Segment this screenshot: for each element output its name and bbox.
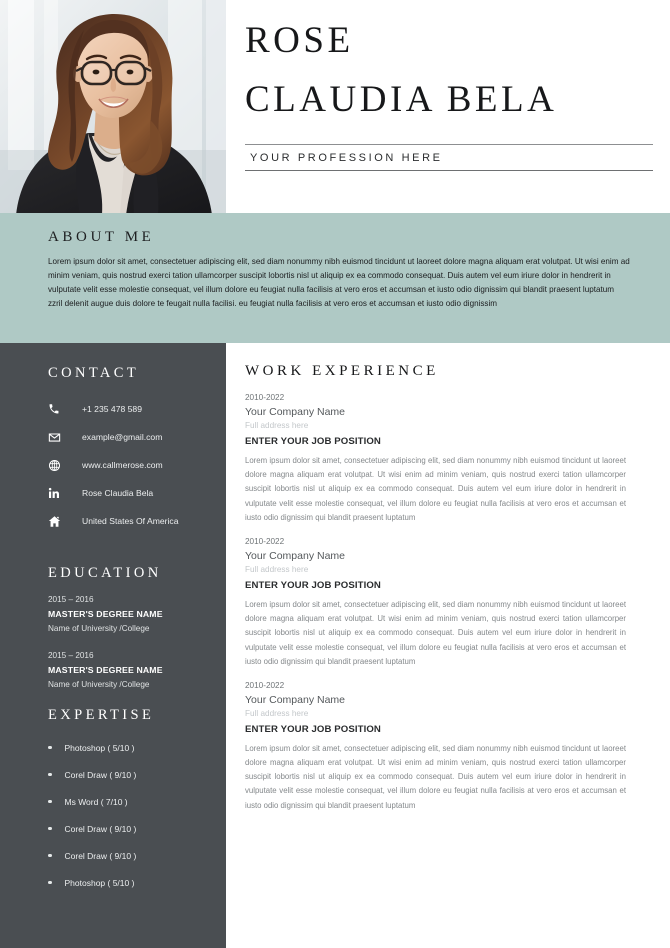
education-school: Name of University /College [48, 680, 150, 689]
contact-value: Rose Claudia Bela [82, 488, 154, 498]
list-item [48, 788, 226, 815]
bullet-icon [48, 854, 52, 858]
education-section [0, 565, 226, 689]
avatar [0, 0, 226, 215]
profession-label: YOUR PROFESSION HERE [250, 152, 443, 164]
page-title-last-name: CLAUDIA BELA [245, 79, 558, 120]
job-date: 2010-2022 [245, 680, 285, 690]
job-body: Lorem ipsum dolor sit amet, consectetuer adipiscing elit, sed diam nonummy nibh euismod tincidunt ut laoreet dolore magna aliquam erat volutpat. Ut wisi enim ad minim veniam, quis nostrud exerci tation ullamcorper suscipit lobortis nisl ut aliquip ex ea commodo consequat. Duis autem vel eum iriure dolor in hendrerit in vulputate velit esse molestie consequat, vel illum dolore eu feugiat nulla facilisis at vero eros et accumsan et iusto odio dignissim qui blandit praesent luptatum [245, 599, 626, 666]
job-position: ENTER YOUR JOB POSITION [245, 436, 381, 447]
contact-section [0, 365, 226, 535]
bullet-icon [48, 881, 52, 885]
contact-item-email[interactable] [48, 423, 226, 451]
profession-divider [245, 144, 653, 171]
job-address: Full address here [245, 708, 309, 718]
job-date: 2010-2022 [245, 393, 285, 402]
contact-item-location[interactable] [48, 507, 226, 535]
education-school: Name of University /College [48, 624, 150, 633]
list-item [48, 842, 226, 869]
job-body: Lorem ipsum dolor sit amet, consectetuer adipiscing elit, sed diam nonummy nibh euismod tincidunt ut laoreet dolore magna aliquam erat volutpat. Ut wisi enim ad minim veniam, quis nostrud exerci tation ullamcorper suscipit lobortis nisl ut aliquip ex ea commodo consequat. Duis autem vel eum iriure dolor in hendrerit in vulputate velit esse molestie consequat, vel illum dolore eu feugiat nulla facilisis at vero eros et accumsan et iusto odio dignissim qui blandit praesent luptatum [245, 456, 626, 522]
education-list [0, 595, 226, 689]
bullet-icon [48, 746, 52, 750]
job-address: Full address here [245, 564, 309, 574]
contact-list [0, 395, 226, 535]
expertise-label: Corel Draw ( 9/10 ) [64, 850, 137, 861]
bullet-icon [48, 800, 52, 804]
page-title-first-name: ROSE [245, 20, 354, 61]
job-entry [245, 393, 626, 525]
job-entry [245, 681, 626, 813]
education-item [48, 595, 226, 633]
education-heading: EDUCATION [48, 565, 162, 581]
contact-item-phone[interactable] [48, 395, 226, 423]
education-item [48, 651, 226, 689]
job-address: Full address here [245, 421, 309, 430]
expertise-label: Photoshop ( 5/10 ) [64, 877, 135, 888]
resume-header [0, 0, 670, 213]
work-experience-section [226, 343, 670, 948]
job-company: Your Company Name [245, 549, 345, 562]
list-item [48, 761, 226, 788]
expertise-list [0, 734, 226, 896]
expertise-label: Corel Draw ( 9/10 ) [64, 769, 137, 780]
education-degree: MASTER'S DEGREE NAME [48, 665, 163, 675]
expertise-label: Corel Draw ( 9/10 ) [64, 823, 137, 834]
contact-heading: CONTACT [48, 365, 140, 381]
list-item [48, 869, 226, 896]
linkedin-icon [48, 487, 70, 499]
portrait-photo-illustration [0, 0, 226, 215]
list-item [48, 734, 226, 761]
bullet-icon [48, 827, 52, 831]
education-date: 2015 – 2016 [48, 651, 94, 660]
job-body: Lorem ipsum dolor sit amet, consectetuer adipiscing elit, sed diam nonummy nibh euismod tincidunt ut laoreet dolore magna aliquam erat volutpat. Ut wisi enim ad minim veniam, quis nostrud exerci tation ullamcorper suscipit lobortis nisl ut aliquip ex ea commodo consequat. Duis autem vel eum iriure dolor in hendrerit in vulputate velit esse molestie consequat, vel illum dolore eu feugiat nulla facilisis at vero eros et accumsan et iusto odio dignissim qui blandit praesent luptatum [245, 743, 626, 810]
job-position: ENTER YOUR JOB POSITION [245, 723, 381, 735]
job-position: ENTER YOUR JOB POSITION [245, 579, 381, 591]
education-date: 2015 – 2016 [48, 595, 94, 604]
expertise-heading: EXPERTISE [48, 707, 155, 723]
bullet-icon [48, 773, 52, 777]
globe-icon [48, 459, 70, 472]
about-me-section [0, 213, 670, 343]
contact-value: www.callmerose.com [82, 460, 163, 470]
about-me-heading: ABOUT ME [48, 229, 155, 245]
education-degree: MASTER'S DEGREE NAME [48, 609, 163, 619]
envelope-icon [48, 431, 70, 444]
contact-item-website[interactable] [48, 451, 226, 479]
job-company: Your Company Name [245, 406, 345, 418]
contact-item-linkedin[interactable] [48, 479, 226, 507]
contact-value: example@gmail.com [82, 432, 163, 442]
expertise-label: Ms Word ( 7/10 ) [64, 796, 128, 807]
list-item [48, 815, 226, 842]
job-company: Your Company Name [245, 693, 345, 706]
job-entry [245, 537, 626, 669]
job-date: 2010-2022 [245, 536, 285, 546]
phone-icon [48, 403, 70, 415]
contact-value: +1 235 478 589 [82, 404, 142, 414]
about-me-body: Lorem ipsum dolor sit amet, consectetuer adipiscing elit, sed diam nonummy nibh euismod tincidunt ut laoreet dolore magna aliquam erat volutpat. Ut wisi enim ad minim veniam, quis nostrud exerci tation ullamcorper suscipit lobortis nisl ut aliquip ex ea commodo consequat. Duis autem vel eum iriure dolor in hendrerit in vulputate velit esse molestie consequat, vel illum dolore eu feugiat nulla facilisis at vero eros et accumsan et iusto odio dignissim qui blandit praesent luptatum zzril delenit augue duis dolore te feugait nulla facilisi. eu feugiat nulla facilisis at vero eros et accumsan et iusto odio dignissim [48, 257, 630, 308]
contact-value: United States Of America [82, 516, 179, 526]
expertise-section [0, 707, 226, 896]
sidebar [0, 343, 226, 948]
home-icon [48, 515, 70, 528]
header-text-block [245, 14, 655, 171]
expertise-label: Photoshop ( 5/10 ) [64, 742, 135, 753]
work-experience-heading: WORK EXPERIENCE [245, 363, 439, 379]
